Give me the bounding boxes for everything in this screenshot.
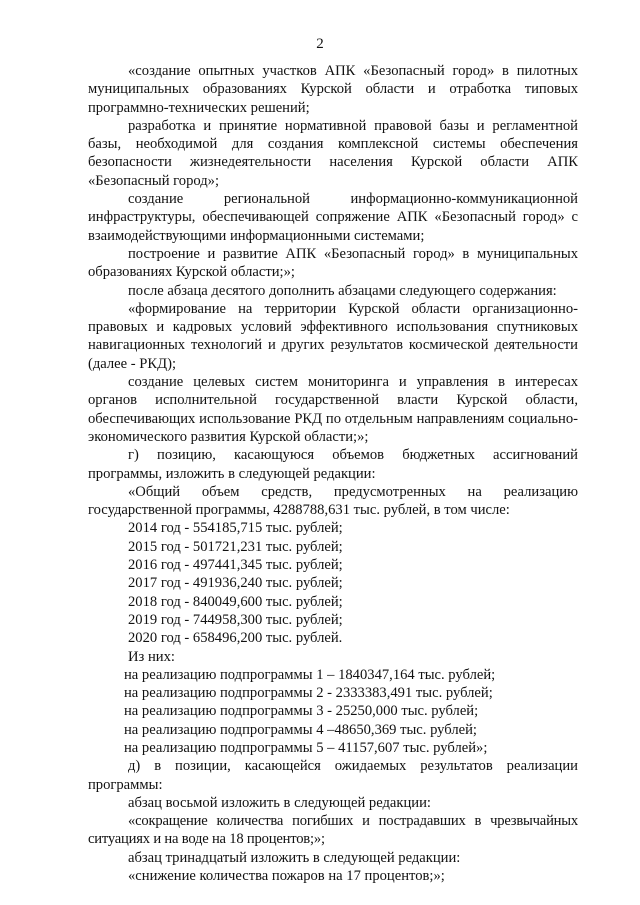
- paragraph: «создание опытных участков АПК «Безопасный город» в пилотных муниципальных образованиях Курской области и отработка типовых программно-технических решений;: [88, 63, 578, 116]
- paragraph: построение и развитие АПК «Безопасный город» в муниципальных образованиях Курской области;»;: [88, 245, 578, 281]
- subprogram-line: на реализацию подпрограммы 4 –48650,369 тыс. рублей;: [124, 721, 477, 738]
- paragraph: разработка и принятие нормативной правовой базы и регламентной базы, необходимой для создания комплексной системы обеспечения безопасности жизнедеятельности населения Курской области АПК «Безопасный город»;: [88, 117, 578, 189]
- paragraph: «сокращение количества погибших и пострадавших в чрезвычайных ситуациях и на воде на 18 процентов;»;: [88, 813, 578, 848]
- paragraph: «снижение количества пожаров на 17 процентов;»;: [128, 868, 445, 885]
- of-them-label: Из них:: [128, 648, 175, 665]
- year-budget-line: 2020 год - 658496,200 тыс. рублей.: [128, 630, 343, 647]
- year-budget-line: 2018 год - 840049,600 тыс. рублей;: [128, 593, 343, 610]
- paragraph: д) в позиции, касающейся ожидаемых результатов реализации программы:: [88, 758, 578, 793]
- paragraph: абзац тринадцатый изложить в следующей редакции:: [128, 849, 461, 866]
- paragraph: создание региональной информационно-коммуникационной инфраструктуры, обеспечивающей сопряжение АПК «Безопасный город» с взаимодействующими информационными системами;: [88, 191, 578, 244]
- paragraph: после абзаца десятого дополнить абзацами следующего содержания:: [128, 282, 557, 299]
- document-body: [88, 62, 578, 885]
- paragraph: абзац восьмой изложить в следующей редакции:: [128, 794, 431, 811]
- subprogram-line: на реализацию подпрограммы 2 - 2333383,491 тыс. рублей;: [124, 685, 493, 702]
- paragraph: г) позицию, касающуюся объемов бюджетных ассигнований программы, изложить в следующей редакции:: [88, 447, 578, 482]
- paragraph: создание целевых систем мониторинга и управления в интересах органов исполнительной государственной власти Курской области, обеспечивающих использование РКД по отдельным направлениям социально-экономического развития Курской области;»;: [88, 374, 578, 445]
- year-budget-line: 2016 год - 497441,345 тыс. рублей;: [128, 557, 343, 574]
- subprogram-line: на реализацию подпрограммы 3 - 25250,000 тыс. рублей;: [124, 703, 479, 720]
- subprogram-line: на реализацию подпрограммы 5 – 41157,607 тыс. рублей»;: [124, 739, 488, 756]
- paragraph: «Общий объем средств, предусмотренных на реализацию государственной программы, 4288788,631 тыс. рублей, в том числе:: [88, 483, 578, 519]
- year-budget-line: 2019 год - 744958,300 тыс. рублей;: [128, 611, 343, 628]
- page-number: 2: [316, 36, 324, 52]
- year-budget-line: 2015 год - 501721,231 тыс. рублей;: [128, 538, 343, 555]
- year-budget-line: 2014 год - 554185,715 тыс. рублей;: [128, 520, 343, 537]
- paragraph: «формирование на территории Курской области организационно-правовых и кадровых условий эффективного использования спутниковых навигационных технологий и других результатов космической деятельности (далее - РКД);: [88, 300, 578, 372]
- year-budget-line: 2017 год - 491936,240 тыс. рублей;: [128, 575, 343, 592]
- subprogram-line: на реализацию подпрограммы 1 – 1840347,164 тыс. рублей;: [124, 666, 496, 683]
